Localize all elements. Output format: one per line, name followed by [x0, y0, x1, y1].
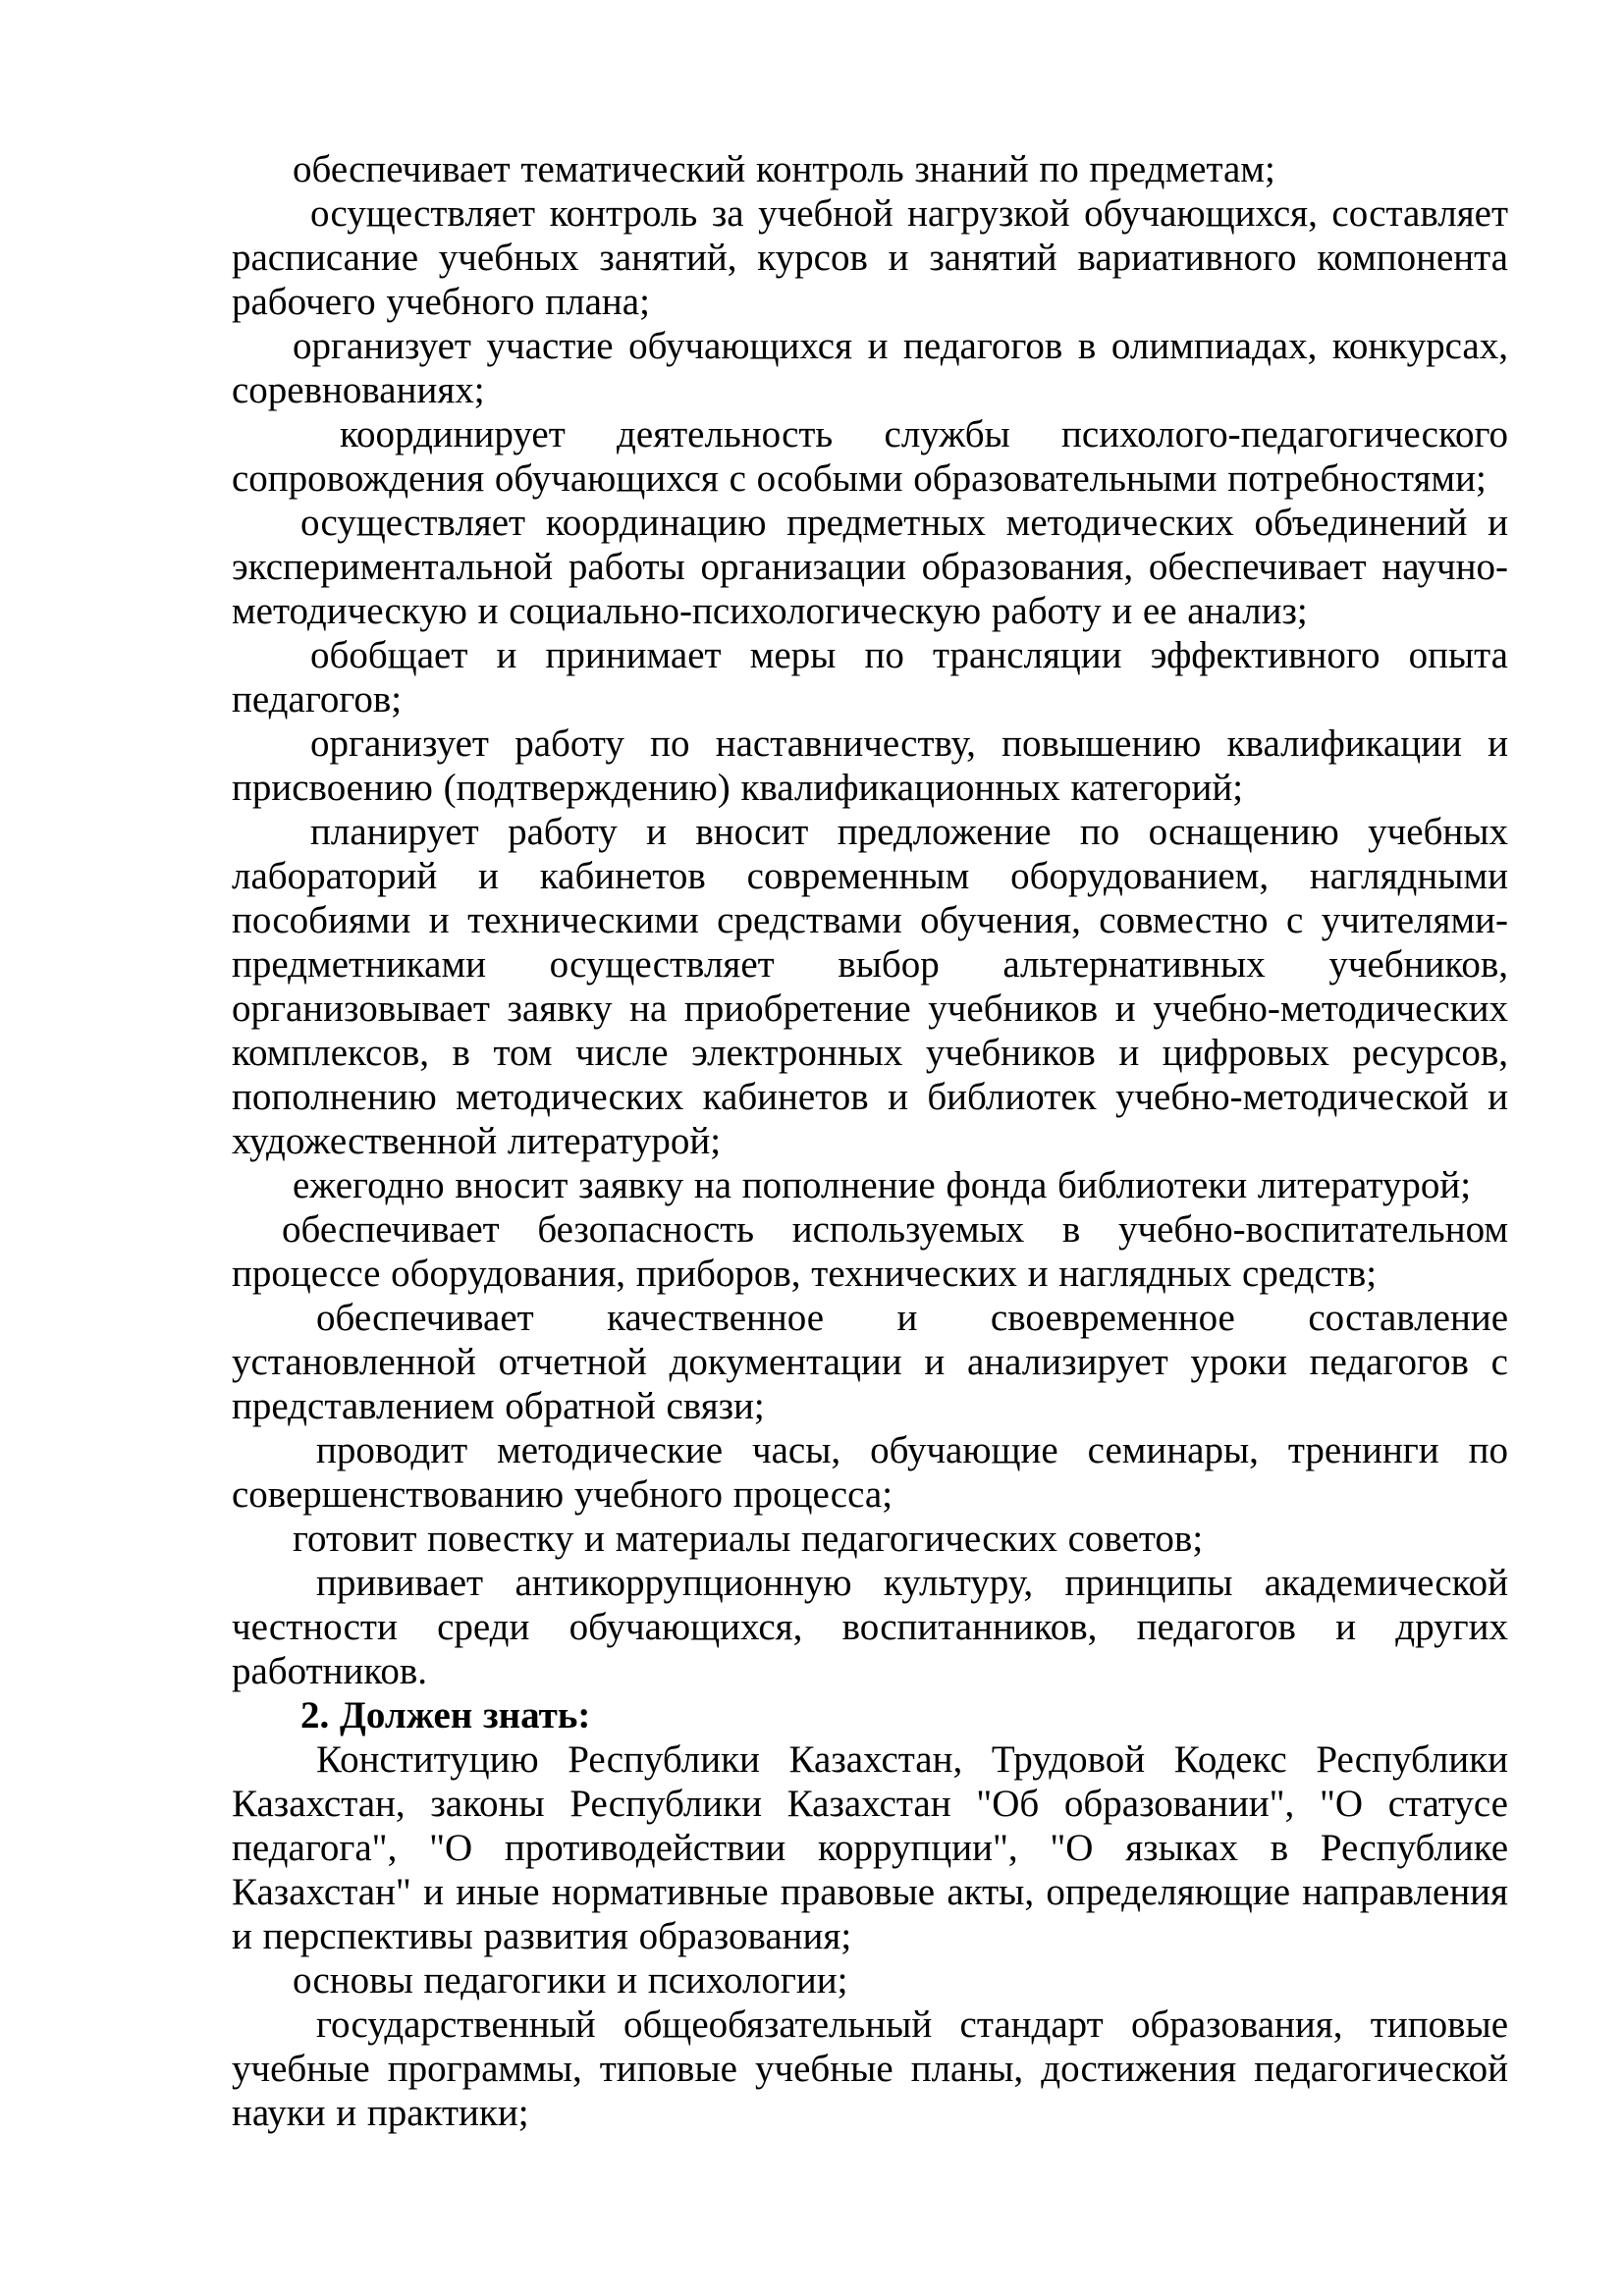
paragraph-duty: обобщает и принимает меры по трансляции эффективного опыта педагогов; [232, 634, 1508, 721]
paragraph-knowledge: Конституцию Республики Казахстан, Трудовой Кодекс Республики Казахстан, законы Республики Казахстан "Об образовании", "О статусе педагога", "О противодействии коррупции", "О языках в Республике Казахстан" и иные нормативные правовые акты, определяющие направления и перспективы развития образования; [232, 1738, 1508, 1957]
paragraph-duty: осуществляет контроль за учебной нагрузкой обучающихся, составляет расписание учебных занятий, курсов и занятий вариативного компонента рабочего учебного плана; [232, 192, 1508, 323]
paragraph-knowledge: государственный общеобязательный стандарт образования, типовые учебные программы, типовые учебные планы, достижения педагогической науки и практики; [232, 2003, 1508, 2134]
paragraph-duty: прививает антикоррупционную культуру, принципы академической честности среди обучающихся, воспитанников, педагогов и других работников. [232, 1562, 1508, 1692]
paragraph-duty: обеспечивает безопасность используемых в учебно-воспитательном процессе оборудования, приборов, технических и наглядных средств; [232, 1208, 1508, 1295]
paragraph-duty: проводит методические часы, обучающие семинары, тренинги по совершенствованию учебного процесса; [232, 1429, 1508, 1516]
paragraph-duty: организует работу по наставничеству, повышению квалификации и присвоению (подтверждению) квалификационных категорий; [232, 722, 1508, 809]
paragraph-duty: организует участие обучающихся и педагогов в олимпиадах, конкурсах, соревнованиях; [232, 325, 1508, 411]
paragraph-duty: планирует работу и вносит предложение по оснащению учебных лабораторий и кабинетов современным оборудованием, наглядными пособиями и техническими средствами обучения, совместно с учителями-предметниками осуществляет выбор альтернативных учебников, организовывает заявку на приобретение учебников и учебно-методических комплексов, в том числе электронных учебников и цифровых ресурсов, пополнению методических кабинетов и библиотек учебно-методической и художественной литературой; [232, 811, 1508, 1162]
paragraph-duty: обеспечивает тематический контроль знаний по предметам; [293, 148, 1275, 190]
section-heading-must-know: 2. Должен знать: [300, 1694, 591, 1736]
paragraph-duty: осуществляет координацию предметных методических объединений и экспериментальной работы организации образования, обеспечивает научно-методическую и социально-психологическую работу и ее анализ; [232, 502, 1508, 632]
paragraph-duty: готовит повестку и материалы педагогических советов; [293, 1518, 1204, 1560]
paragraph-duty: ежегодно вносит заявку на пополнение фонда библиотеки литературой; [293, 1164, 1472, 1206]
paragraph-duty: координирует деятельность службы психолого-педагогического сопровождения обучающихся с особыми образовательными потребностями; [232, 413, 1508, 500]
paragraph-duty: обеспечивает качественное и своевременное составление установленной отчетной документации и анализирует уроки педагогов с представлением обратной связи; [232, 1297, 1508, 1427]
paragraph-knowledge: основы педагогики и психологии; [293, 1959, 848, 2002]
